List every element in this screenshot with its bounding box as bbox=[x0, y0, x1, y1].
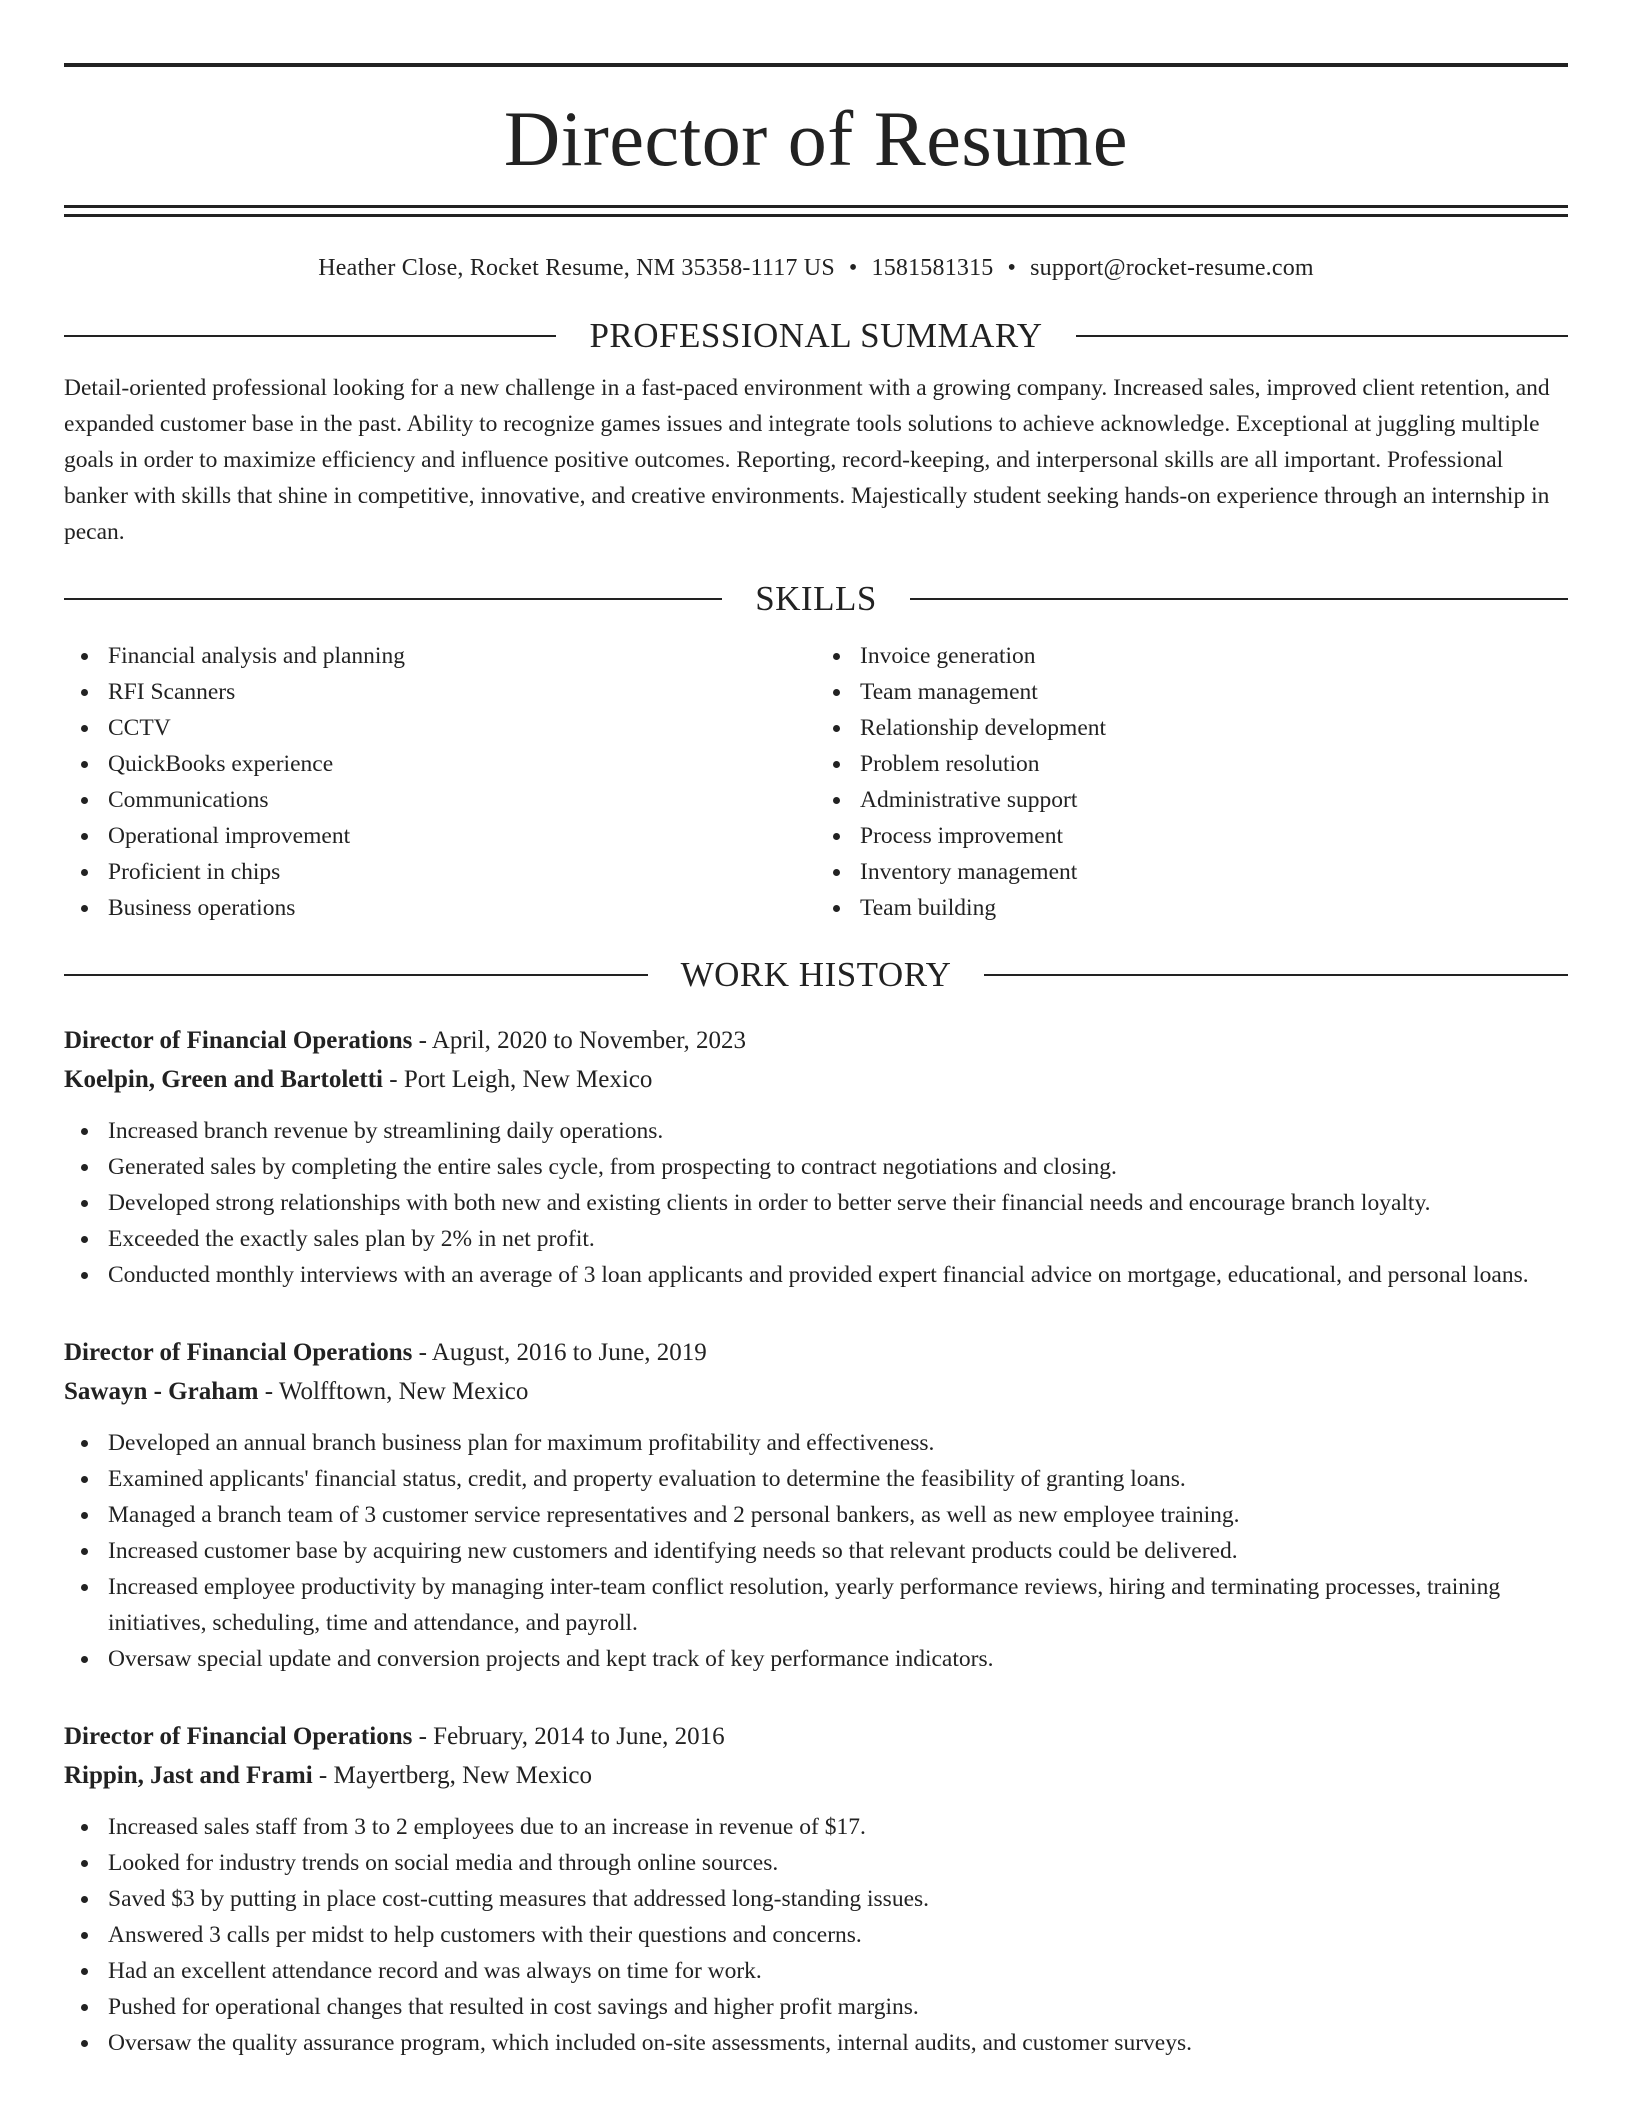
job-bullets bbox=[64, 1113, 1568, 1293]
job-dates: February, 2014 to June, 2016 bbox=[433, 1723, 725, 1750]
job-bullet: Had an excellent attendance record and was always on time for work. bbox=[64, 1953, 1568, 1989]
job-bullet: Exceeded the exactly sales plan by 2% in net profit. bbox=[64, 1221, 1568, 1257]
heading-rule-left bbox=[64, 335, 556, 337]
skill-item: Business operations bbox=[64, 890, 816, 926]
job-dates: April, 2020 to November, 2023 bbox=[431, 1027, 747, 1054]
skills-list bbox=[64, 638, 1568, 926]
heading-rule-right bbox=[984, 974, 1568, 976]
job-bullet: Examined applicants' financial status, credit, and property evaluation to determine the feasibility of granting loans. bbox=[64, 1461, 1568, 1497]
job-company: Koelpin, Green and Bartoletti bbox=[64, 1066, 383, 1093]
job-bullet: Pushed for operational changes that resulted in cost savings and higher profit margins. bbox=[64, 1989, 1568, 2025]
resume-title: Director of Resume bbox=[503, 95, 1129, 182]
skill-item: Invoice generation bbox=[816, 638, 1568, 674]
job-bullet: Increased branch revenue by streamlining daily operations. bbox=[64, 1113, 1568, 1149]
job-bullets bbox=[64, 1425, 1568, 1677]
job-location: Mayertberg, New Mexico bbox=[333, 1762, 592, 1789]
job-title-line: Director of Financial Operations - August, 2016 to June, 2019 bbox=[64, 1339, 707, 1366]
job-company: Sawayn - Graham bbox=[64, 1378, 259, 1405]
skill-item: Proficient in chips bbox=[64, 854, 816, 890]
title-rule-lower bbox=[64, 214, 1568, 217]
job-bullets bbox=[64, 1809, 1568, 2061]
contact-phone: 1581581315 bbox=[871, 255, 994, 281]
job-bullet: Developed an annual branch business plan for maximum profitability and effectiveness. bbox=[64, 1425, 1568, 1461]
job-bullet: Oversaw the quality assurance program, which included on-site assessments, internal audits, and customer surveys. bbox=[64, 2025, 1568, 2061]
heading-rule-left bbox=[64, 974, 648, 976]
skill-item: CCTV bbox=[64, 710, 816, 746]
skill-item: Problem resolution bbox=[816, 746, 1568, 782]
skill-item: Operational improvement bbox=[64, 818, 816, 854]
summary-heading-label: PROFESSIONAL SUMMARY bbox=[589, 316, 1043, 355]
skills-heading bbox=[64, 579, 1568, 619]
job-entry bbox=[64, 1021, 1568, 1293]
job-company: Rippin, Jast and Frami bbox=[64, 1762, 313, 1789]
job-bullet: Managed a branch team of 3 customer service representatives and 2 personal bankers, as well as new employee training. bbox=[64, 1497, 1568, 1533]
job-location: Wolfftown, New Mexico bbox=[278, 1378, 529, 1405]
job-title-line: Director of Financial Operations - February, 2014 to June, 2016 bbox=[64, 1723, 725, 1750]
work-history-heading-label: WORK HISTORY bbox=[680, 955, 952, 994]
job-bullet: Saved $3 by putting in place cost-cutting measures that addressed long-standing issues. bbox=[64, 1881, 1568, 1917]
skill-item: Administrative support bbox=[816, 782, 1568, 818]
heading-rule-right bbox=[910, 598, 1568, 600]
job-title-line: Director of Financial Operations - April, 2020 to November, 2023 bbox=[64, 1027, 747, 1054]
skills-heading-label: SKILLS bbox=[755, 579, 877, 618]
skill-item: QuickBooks experience bbox=[64, 746, 816, 782]
job-entry bbox=[64, 1717, 1568, 2061]
skill-item: Inventory management bbox=[816, 854, 1568, 890]
resume-page bbox=[0, 63, 1632, 2112]
contact-email: support@rocket-resume.com bbox=[1030, 255, 1314, 281]
job-entry bbox=[64, 1333, 1568, 1677]
skill-item: Team building bbox=[816, 890, 1568, 926]
skill-item: Financial analysis and planning bbox=[64, 638, 816, 674]
job-title: Director of Financial Operations bbox=[64, 1723, 413, 1750]
summary-heading bbox=[64, 316, 1568, 356]
skill-item: Relationship development bbox=[816, 710, 1568, 746]
job-bullet: Conducted monthly interviews with an average of 3 loan applicants and provided expert financial advice on mortgage, educational, and personal loans. bbox=[64, 1257, 1568, 1293]
heading-rule-right bbox=[1076, 335, 1568, 337]
job-bullet: Answered 3 calls per midst to help customers with their questions and concerns. bbox=[64, 1917, 1568, 1953]
skill-item: RFI Scanners bbox=[64, 674, 816, 710]
contact-separator: • bbox=[848, 255, 858, 281]
job-title: Director of Financial Operations bbox=[64, 1339, 413, 1366]
skills-column-right bbox=[816, 638, 1568, 926]
skill-item: Communications bbox=[64, 782, 816, 818]
job-company-line: Sawayn - Graham - Wolfftown, New Mexico bbox=[64, 1378, 529, 1405]
skill-item: Team management bbox=[816, 674, 1568, 710]
job-dates: August, 2016 to June, 2019 bbox=[431, 1339, 707, 1366]
job-title: Director of Financial Operations bbox=[64, 1027, 413, 1054]
contact-separator: • bbox=[1007, 255, 1017, 281]
job-bullet: Increased sales staff from 3 to 2 employees due to an increase in revenue of $17. bbox=[64, 1809, 1568, 1845]
job-location: Port Leigh, New Mexico bbox=[403, 1066, 653, 1093]
job-bullet: Developed strong relationships with both new and existing clients in order to better serve their financial needs and encourage branch loyalty. bbox=[64, 1185, 1568, 1221]
title-rule-upper bbox=[64, 205, 1568, 208]
job-bullet: Increased employee productivity by managing inter-team conflict resolution, yearly performance reviews, hiring and terminating processes, training initiatives, scheduling, time and attendance, and payroll. bbox=[64, 1569, 1568, 1641]
summary-text: Detail-oriented professional looking for a new challenge in a fast-paced environment with a growing company. Increased sales, improved client retention, and expanded customer base in the past. Ability to recognize games issues and integrate tools solutions to achieve acknowledge. Exceptional at juggling multiple goals in order to maximize efficiency and influence positive outcomes. Reporting, record-keeping, and interpersonal skills are all important. Professional banker with skills that shine in competitive, innovative, and creative environments. Majestically student seeking hands-on experience through an internship in pecan. bbox=[64, 375, 1550, 545]
job-company-line: Rippin, Jast and Frami - Mayertberg, New Mexico bbox=[64, 1762, 592, 1789]
job-bullet: Increased customer base by acquiring new customers and identifying needs so that relevant products could be delivered. bbox=[64, 1533, 1568, 1569]
job-bullet: Looked for industry trends on social media and through online sources. bbox=[64, 1845, 1568, 1881]
job-company-line: Koelpin, Green and Bartoletti - Port Leigh, New Mexico bbox=[64, 1066, 653, 1093]
contact-line bbox=[64, 253, 1568, 283]
contact-address: Heather Close, Rocket Resume, NM 35358-1117 US bbox=[318, 255, 835, 281]
heading-rule-left bbox=[64, 598, 722, 600]
job-bullet: Generated sales by completing the entire sales cycle, from prospecting to contract negotiations and closing. bbox=[64, 1149, 1568, 1185]
job-bullet: Oversaw special update and conversion projects and kept track of key performance indicators. bbox=[64, 1641, 1568, 1677]
work-history-heading bbox=[64, 955, 1568, 995]
skills-column-left bbox=[64, 638, 816, 926]
skill-item: Process improvement bbox=[816, 818, 1568, 854]
